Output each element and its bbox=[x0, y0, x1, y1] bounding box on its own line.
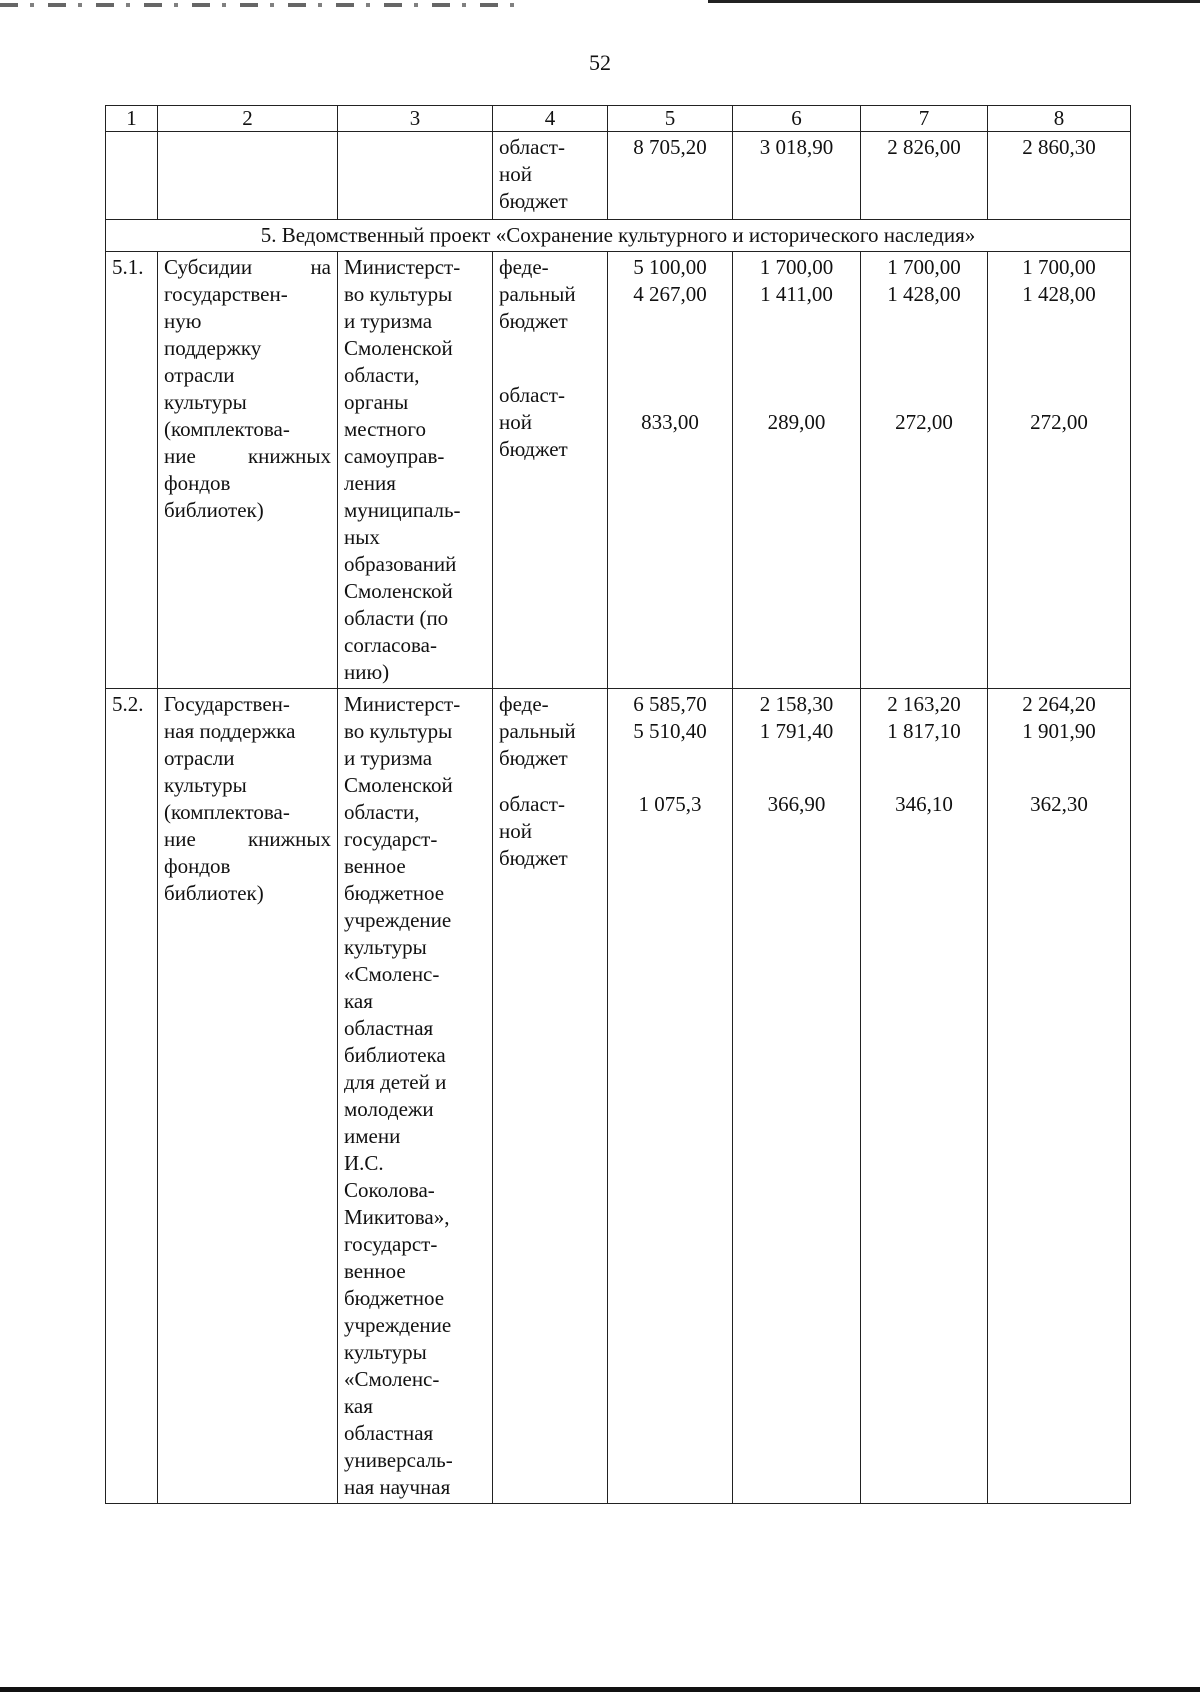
table-row-continuation bbox=[106, 132, 1131, 220]
measure-name-cell: Субсидии на государствен- ную поддержку отрасли культуры (комплектова- ние книжных фондов библиотек) bbox=[158, 252, 338, 689]
header-cell: 2 bbox=[158, 106, 338, 132]
source-cell: феде- ральный бюджет област- ной бюджет bbox=[493, 689, 608, 1504]
header-cell: 8 bbox=[988, 106, 1131, 132]
section-row bbox=[106, 220, 1131, 252]
value-cell: 5 100,00 4 267,00 833,00 bbox=[608, 252, 733, 689]
value-cell: 2 826,00 bbox=[861, 132, 988, 220]
empty-cell bbox=[158, 132, 338, 220]
value-cell: 1 700,00 1 428,00 272,00 bbox=[988, 252, 1131, 689]
value-cell: 3 018,90 bbox=[733, 132, 861, 220]
value-cell: 2 163,20 1 817,10 346,10 bbox=[861, 689, 988, 1504]
page-number: 52 bbox=[589, 50, 611, 75]
value-cell: 1 700,00 1 428,00 272,00 bbox=[861, 252, 988, 689]
row-number: 5.1. bbox=[106, 252, 158, 689]
value-cell: 6 585,70 5 510,40 1 075,3 bbox=[608, 689, 733, 1504]
source-cell: област- ной бюджет bbox=[493, 132, 608, 220]
header-cell: 3 bbox=[338, 106, 493, 132]
value-cell: 2 264,20 1 901,90 362,30 bbox=[988, 689, 1131, 1504]
source-cell: феде- ральный бюджет област- ной бюджет bbox=[493, 252, 608, 689]
header-row bbox=[106, 106, 1131, 132]
executor-cell: Министерст- во культуры и туризма Смоленской области, государст- венное бюджетное учреждение культуры «Смоленс- кая областная библиотека для детей и молодежи имени И.С. Соколова- Микитова», государст- венное бюджетное учреждение культуры «Смоленс- кая областная универсаль- ная научная bbox=[338, 689, 493, 1504]
header-cell: 7 bbox=[861, 106, 988, 132]
scan-artifact-top-left bbox=[0, 3, 520, 7]
header-cell: 1 bbox=[106, 106, 158, 132]
header-cell: 6 bbox=[733, 106, 861, 132]
measure-name-cell: Государствен- ная поддержка отрасли культуры (комплектова- ние книжных фондов библиотек) bbox=[158, 689, 338, 1504]
section-title: 5. Ведомственный проект «Сохранение культурного и исторического наследия» bbox=[106, 220, 1131, 252]
value-cell: 1 700,00 1 411,00 289,00 bbox=[733, 252, 861, 689]
header-cell: 5 bbox=[608, 106, 733, 132]
row-number: 5.2. bbox=[106, 689, 158, 1504]
scan-artifact-bottom bbox=[0, 1687, 1200, 1692]
empty-cell bbox=[106, 132, 158, 220]
value-cell: 8 705,20 bbox=[608, 132, 733, 220]
scan-artifact-top-right bbox=[708, 0, 1200, 3]
header-cell: 4 bbox=[493, 106, 608, 132]
empty-cell bbox=[338, 132, 493, 220]
value-cell: 2 158,30 1 791,40 366,90 bbox=[733, 689, 861, 1504]
value-cell: 2 860,30 bbox=[988, 132, 1131, 220]
executor-cell: Министерст- во культуры и туризма Смоленской области, органы местного самоуправ- ления муниципаль- ных образований Смоленской области (по согласова- нию) bbox=[338, 252, 493, 689]
table-row bbox=[106, 689, 1131, 1504]
budget-table bbox=[105, 105, 1131, 1504]
table-row bbox=[106, 252, 1131, 689]
